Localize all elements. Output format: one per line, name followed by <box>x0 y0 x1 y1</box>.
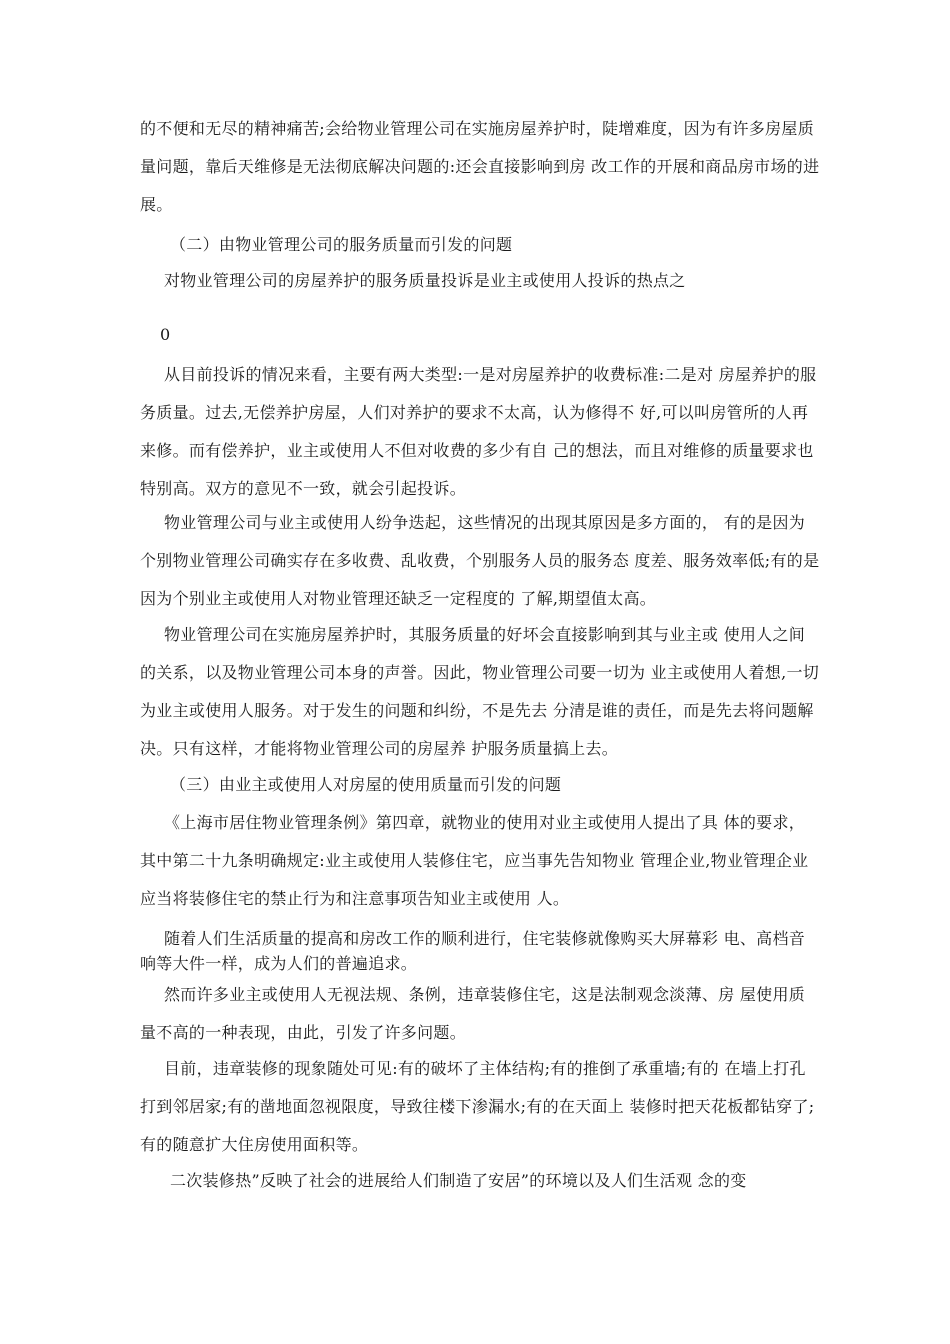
paragraph-second-renovation: 二次装修热”反映了社会的进展给人们制造了安居”的环境以及人们生活观 念的变 <box>170 1171 747 1190</box>
paragraph-disputes: 物业管理公司与业主或使用人纷争迭起，这些情况的出现其原因是多方面的， 有的是因为个别物业管理公司确实存在多收费、乱收费，个别服务人员的服务态 度差、服务效率低;有的是因为个别业主或使用人对物业管理还缺乏一定程度的 了解,期望值太高。 <box>140 513 820 608</box>
paragraph-service-quality: 物业管理公司在实施房屋养护时，其服务质量的好坏会直接影响到其与业主或 使用人之间的关系，以及物业管理公司本身的声誉。因此，物业管理公司要一切为 业主或使用人着想,一切为业主或使用人服务。对于发生的问题和纠纷，不是先去 分清是谁的责任，而是先去将问题解决。只有这样，才能将物业管理公司的房屋养 护服务质量搞上去。 <box>140 625 820 758</box>
paragraph-continuation: 的不便和无尽的精神痛苦;会给物业管理公司在实施房屋养护时，陡增难度，因为有许多房屋质量问题，靠后天维修是无法彻底解决问题的:还会直接影响到房 改工作的开展和商品房市场的进展。 <box>140 119 820 214</box>
paragraph-complaint-hotspot: 对物业管理公司的房屋养护的服务质量投诉是业主或使用人投诉的热点之 <box>164 271 686 290</box>
section-heading-3: （三）由业主或使用人对房屋的使用质量而引发的问题 <box>170 775 562 794</box>
paragraph-stray-zero: 0 <box>160 325 171 344</box>
paragraph-renovation-trend: 随着人们生活质量的提高和房改工作的顺利进行，住宅装修就像购买大屏幕彩 电、高档音响等大件一样，成为人们的普遍追求。 <box>140 929 806 973</box>
paragraph-complaint-types: 从目前投诉的情况来看，主要有两大类型:一是对房屋养护的收费标准:二是对 房屋养护的服务质量。过去,无偿养护房屋，人们对养护的要求不太高，认为修得不 好,可以叫房管所的人再来修。而有偿养护，业主或使用人不但对收费的多少有自 己的想法，而且对维修的质量要求也特别高。双方的意见不一致，就会引起投诉。 <box>140 365 817 498</box>
paragraph-regulation: 《上海市居住物业管理条例》第四章，就物业的使用对业主或使用人提出了具 体的要求，其中第二十九条明确规定:业主或使用人装修住宅，应当事先告知物业 管理企业,物业管理企业应当将装修住宅的禁止行为和注意事项告知业主或使用 人。 <box>140 813 809 908</box>
section-heading-2: （二）由物业管理公司的服务质量而引发的问题 <box>170 235 513 254</box>
paragraph-renovation-examples: 目前，违章装修的现象随处可见:有的破坏了主体结构;有的推倒了承重墙;有的 在墙上打孔打到邻居家;有的凿地面忽视限度，导致往楼下渗漏水;有的在天面上 装修时把天花板都钻穿了;有的随意扩大住房使用面积等。 <box>140 1059 815 1154</box>
paragraph-illegal-renovation: 然而许多业主或使用人无视法规、条例，违章装修住宅，这是法制观念淡薄、房 屋使用质量不高的一种表现，由此，引发了许多问题。 <box>140 985 806 1042</box>
